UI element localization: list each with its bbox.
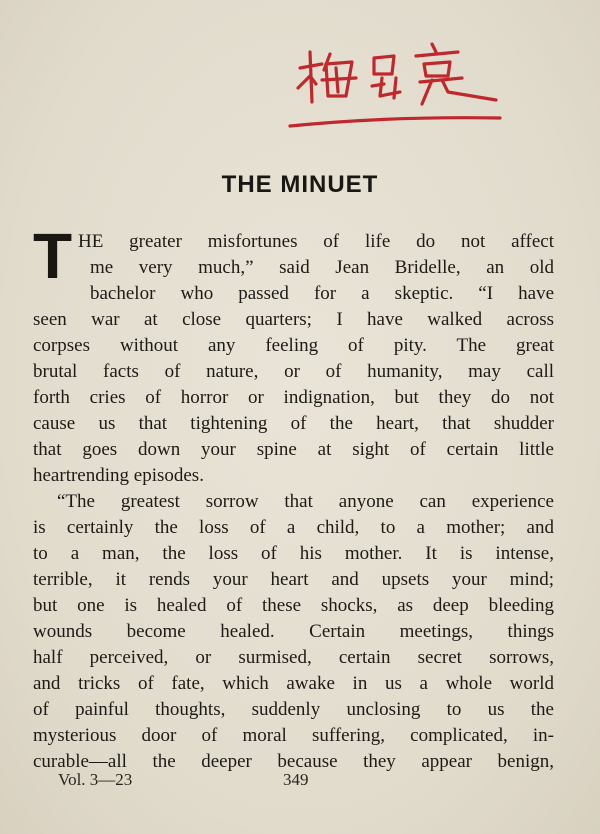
text-line: heartrending episodes. [33, 465, 204, 486]
text-line: of painful thoughts, suddenly unclosing to us the [33, 699, 554, 720]
text-line: half perceived, or surmised, certain secret sorrows, [33, 647, 554, 668]
volume-signature: Vol. 3—23 [58, 770, 133, 789]
chapter-title: THE MINUET [221, 171, 379, 198]
page-number: 349 [283, 770, 309, 789]
text-line: mysterious door of moral suffering, complicated, in- [33, 725, 554, 746]
text-line: bachelor who passed for a skeptic. “I have [90, 283, 554, 304]
text-line: and tricks of fate, which awake in us a whole world [33, 673, 554, 694]
text-line: me very much,” said Jean Bridelle, an old [90, 257, 554, 278]
text-line: “The greatest sorrow that anyone can experience [57, 491, 554, 512]
text-line: HE greater misfortunes of life do not affect [78, 231, 554, 252]
text-line: brutal facts of nature, or of humanity, may call [33, 361, 554, 382]
text-line: wounds become healed. Certain meetings, things [33, 621, 554, 642]
text-line: seen war at close quarters; I have walked across [33, 309, 554, 330]
text-line: forth cries of horror or indignation, but they do not [33, 387, 554, 408]
text-line: corpses without any feeling of pity. The great [33, 335, 554, 356]
drop-cap: T [33, 220, 73, 292]
text-line: cause us that tightening of the heart, that shudder [33, 413, 554, 434]
handwritten-signature [282, 30, 512, 140]
text-line: is certainly the loss of a child, to a mother; and [33, 517, 554, 538]
text-line: to a man, the loss of his mother. It is intense, [33, 543, 554, 564]
text-line: that goes down your spine at sight of certain little [33, 439, 554, 460]
text-line: terrible, it rends your heart and upsets your mind; [33, 569, 554, 590]
text-line: curable—all the deeper because they appear benign, [33, 751, 554, 772]
text-line: but one is healed of these shocks, as deep bleeding [33, 595, 554, 616]
